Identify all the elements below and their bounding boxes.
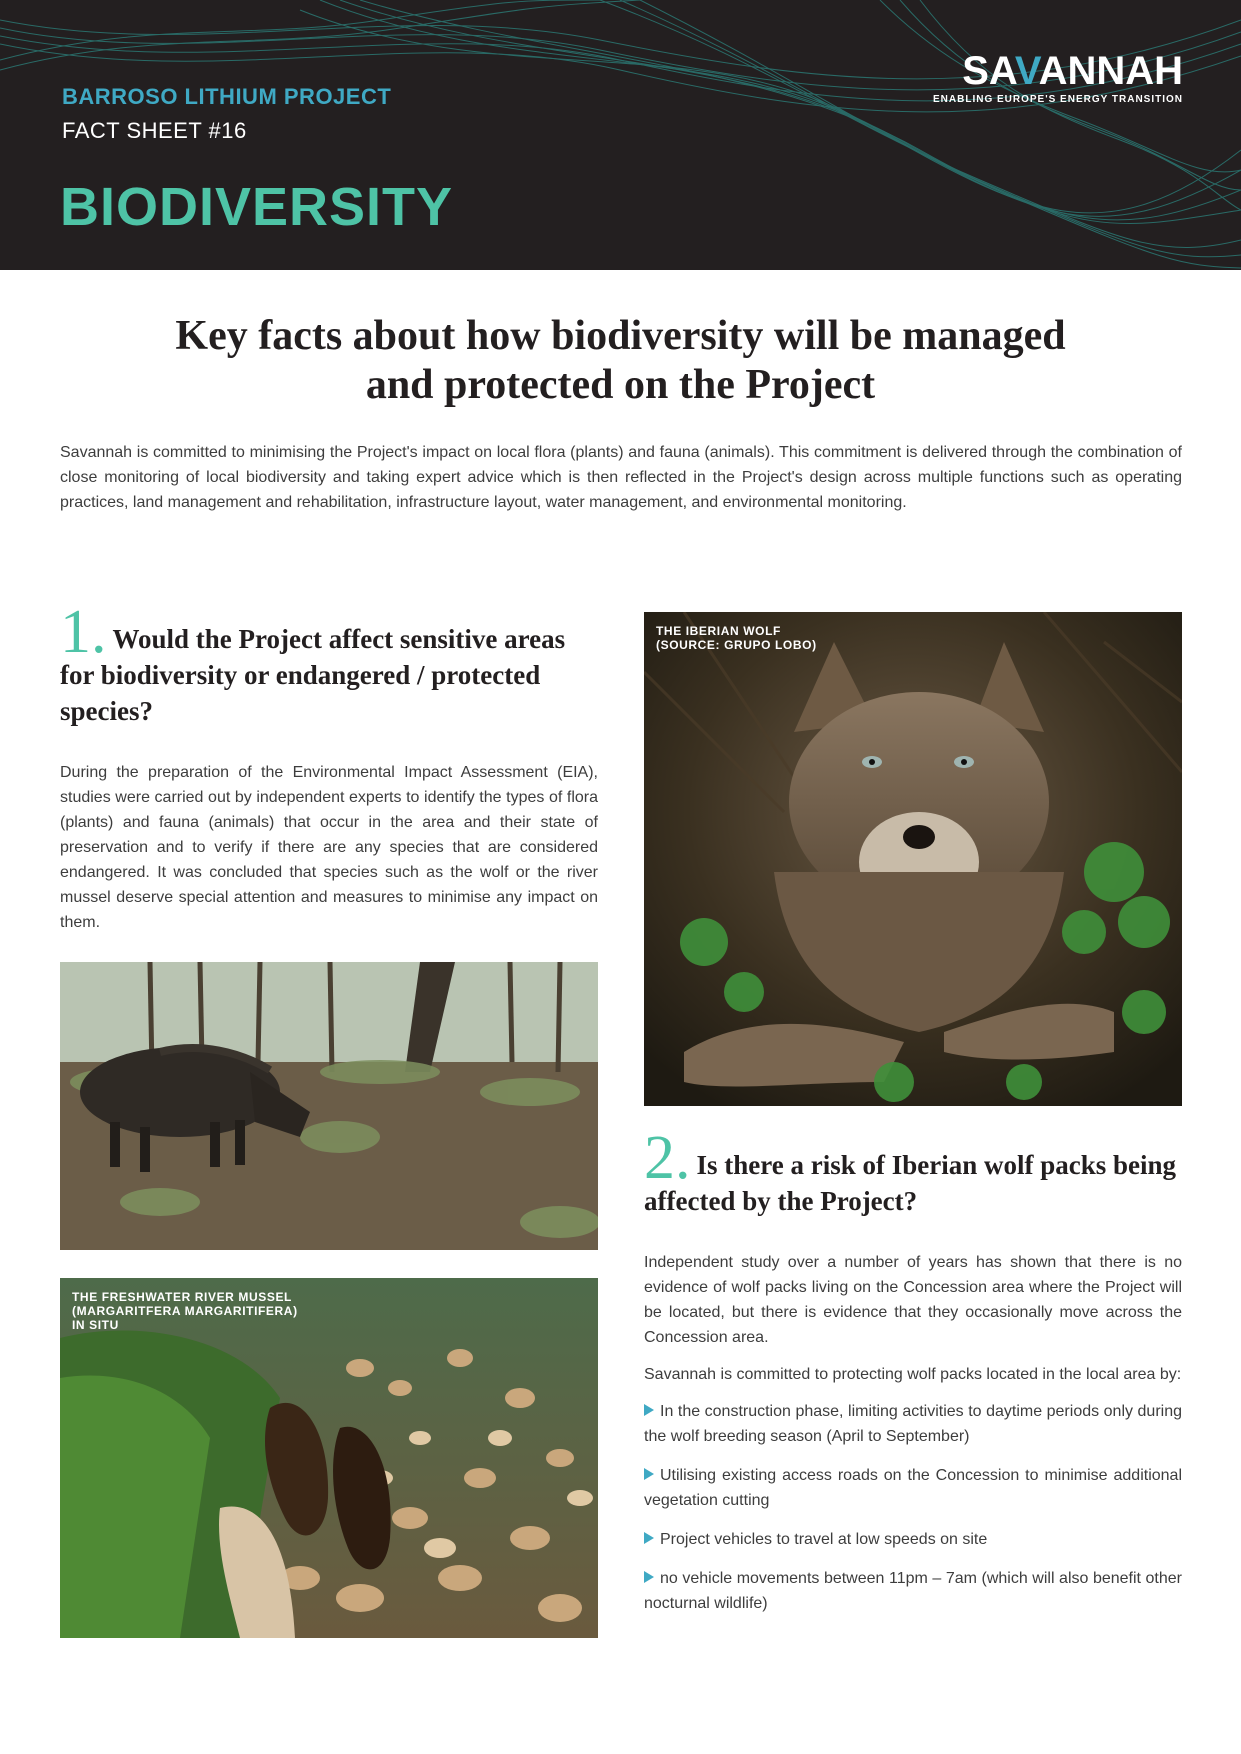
question-2-number: 2. <box>644 1124 691 1192</box>
list-item: no vehicle movements between 11pm – 7am (which will also benefit other nocturnal wildlife) <box>644 1570 1182 1612</box>
triangle-bullet-icon <box>644 1571 654 1583</box>
iberian-wolf-photo <box>644 612 1182 1106</box>
wild-boar-photo <box>60 962 598 1250</box>
question-2-paragraph-2: Savannah is committed to protecting wolf packs located in the local area by: <box>644 1366 1182 1383</box>
river-mussel-photo <box>60 1278 598 1638</box>
mussel-caption: THE FRESHWATER RIVER MUSSEL (MARGARITFERA MARGARITIFERA) IN SITU <box>72 1290 298 1332</box>
question-2-paragraph-1: Independent study over a number of years has shown that there is no evidence of wolf packs living on the Concession area where the Project will be located, but there is evidence that they occasionally move across the Concession area. <box>644 1254 1182 1346</box>
project-name: BARROSO LITHIUM PROJECT <box>62 84 392 109</box>
fact-sheet-number: FACT SHEET #16 <box>62 118 247 143</box>
section-title: BIODIVERSITY <box>60 177 454 237</box>
question-1-number: 1. <box>60 598 107 666</box>
logo-tagline: ENABLING EUROPE'S ENERGY TRANSITION <box>933 94 1183 105</box>
question-2-body <box>644 1250 1182 1630</box>
triangle-bullet-icon <box>644 1468 654 1480</box>
wolf-protection-list <box>644 1399 1182 1616</box>
wolf-caption: THE IBERIAN WOLF (SOURCE: GRUPO LOBO) <box>656 624 817 652</box>
list-item: Project vehicles to travel at low speeds on site <box>644 1527 1182 1552</box>
question-1-heading: 1. Would the Project affect sensitive areas for biodiversity or endangered / protected species? <box>60 598 566 726</box>
list-item: In the construction phase, limiting activities to daytime periods only during the wolf breeding season (April to September) <box>644 1403 1182 1445</box>
triangle-bullet-icon <box>644 1532 654 1544</box>
savannah-logo <box>933 50 1183 105</box>
page-heading: Key facts about how biodiversity will be managed and protected on the Project <box>175 313 1066 408</box>
list-item: Utilising existing access roads on the Concession to minimise additional vegetation cutting <box>644 1467 1182 1509</box>
question-1-body: During the preparation of the Environmental Impact Assessment (EIA), studies were carried out by independent experts to identify the types of flora (plants) and fauna (animals) that occur in the area and their state of preservation and to verify if there are any species that are considered endangered. It was concluded that species such as the wolf or the river mussel deserve special attention and measures to minimise any impact on them. <box>60 764 598 931</box>
intro-paragraph: Savannah is committed to minimising the Project's impact on local flora (plants) and fauna (animals). This commitment is delivered through the combination of close monitoring of local biodiversity and taking expert advice which is then reflected in the Project's design across multiple functions such as operating practices, land management and rehabilitation, infrastructure layout, water management, and environmental monitoring. <box>60 444 1182 511</box>
logo-wordmark: SAVANNAH <box>962 49 1183 93</box>
triangle-bullet-icon <box>644 1404 654 1416</box>
header-banner <box>0 0 1241 270</box>
question-2-heading: 2. Is there a risk of Iberian wolf packs being affected by the Project? <box>644 1124 1177 1216</box>
